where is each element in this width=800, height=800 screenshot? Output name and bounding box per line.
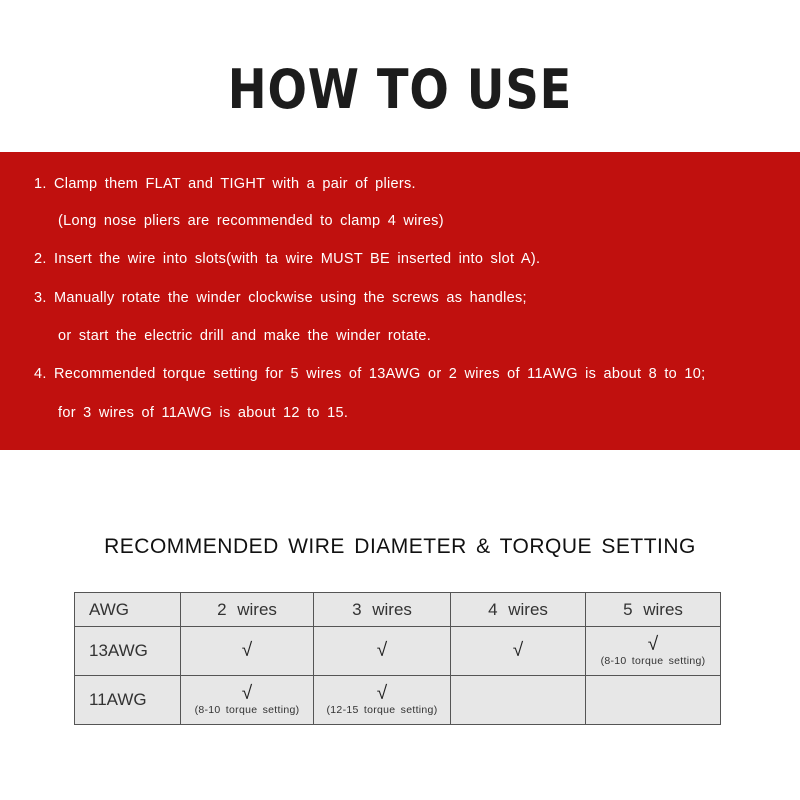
table-title: RECOMMENDED WIRE DIAMETER & TORQUE SETTING xyxy=(104,535,696,558)
step-1-note: (Long nose pliers are recommended to clamp 4 wires) xyxy=(58,213,444,229)
cell-11-2 xyxy=(181,676,314,725)
cell-11-3 xyxy=(314,676,451,725)
check-icon: √ xyxy=(647,634,659,655)
row-awg-11: 11AWG xyxy=(75,676,181,725)
step-2: 2. Insert the wire into slots(with ta wire MUST BE inserted into slot A). xyxy=(34,251,541,267)
check-icon: √ xyxy=(376,683,388,704)
table-header-row xyxy=(75,593,721,627)
step-3: 3. Manually rotate the winder clockwise using the screws as handles; xyxy=(34,290,527,306)
torque-note: (8-10 torque setting) xyxy=(194,704,300,716)
cell-11-5 xyxy=(586,676,721,725)
torque-note: (8-10 torque setting) xyxy=(600,655,706,667)
table-row xyxy=(75,627,721,676)
header-awg: AWG xyxy=(75,593,181,627)
step-4: 4. Recommended torque setting for 5 wires of 13AWG or 2 wires of 11AWG is about 8 to 10; xyxy=(34,366,706,382)
check-icon: √ xyxy=(241,640,253,661)
step-1: 1. Clamp them FLAT and TIGHT with a pair of pliers. xyxy=(34,176,416,192)
step-3-cont: or start the electric drill and make the winder rotate. xyxy=(58,328,432,344)
step-4-cont: for 3 wires of 11AWG is about 12 to 15. xyxy=(58,405,349,421)
table-row xyxy=(75,676,721,725)
cell-11-4 xyxy=(451,676,586,725)
check-icon: √ xyxy=(376,640,388,661)
torque-note: (12-15 torque setting) xyxy=(326,704,438,716)
header-3-wires: 3 wires xyxy=(314,593,451,627)
cell-13-5 xyxy=(586,627,721,676)
header-5-wires: 5 wires xyxy=(586,593,721,627)
header-4-wires: 4 wires xyxy=(451,593,586,627)
wire-torque-table xyxy=(74,592,721,725)
cell-13-3 xyxy=(314,627,451,676)
cell-13-2 xyxy=(181,627,314,676)
page-title: HOW TO USE xyxy=(227,58,573,121)
cell-13-4 xyxy=(451,627,586,676)
instructions-band xyxy=(0,152,800,450)
row-awg-13: 13AWG xyxy=(75,627,181,676)
check-icon: √ xyxy=(512,640,524,661)
check-icon: √ xyxy=(241,683,253,704)
header-2-wires: 2 wires xyxy=(181,593,314,627)
